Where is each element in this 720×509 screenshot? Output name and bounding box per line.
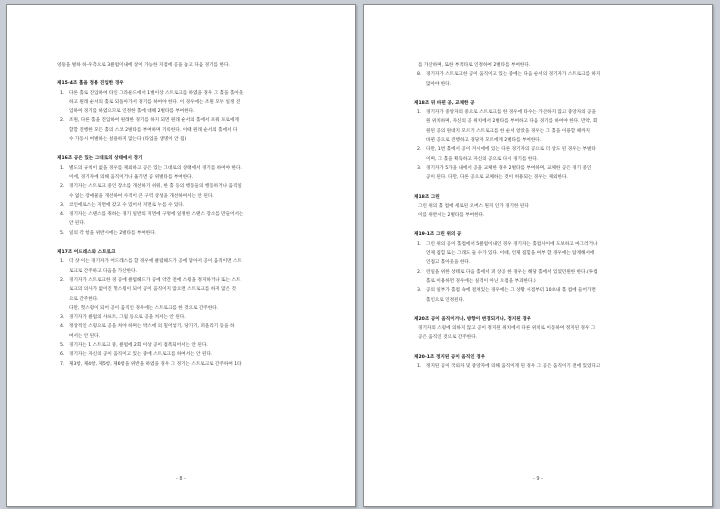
list-item-number: 3. xyxy=(417,288,422,294)
page-number-right: - 9 - xyxy=(533,476,543,482)
list-item-continuation: 홀인으로 인정된다. xyxy=(426,297,465,303)
list-item-number: 2. xyxy=(60,277,65,283)
list-item-continuation: 공이 된다. 다만, 다른 공으로 교체하는 것이 허용되는 경우는 제외한다. xyxy=(426,175,568,181)
list-item-text: 경기자가 클럽의 샤프트, 그립 등으로 공을 쳐서는 안 된다. xyxy=(69,315,186,321)
section-heading: 제16조 공은 있는 그대로의 상태에서 경기 xyxy=(57,156,143,162)
section-heading: 제19-1조 그린 위의 공 xyxy=(414,232,462,238)
list-item-text: 경기자는 스탠스를 취하는 경기 일반의 지면에 구멍에 일정한 스탠스 장소를 만들어서는 xyxy=(69,212,244,218)
list-item xyxy=(414,164,690,173)
list-item-continuation: 않아야 한다. xyxy=(426,81,452,87)
list-item xyxy=(57,164,333,173)
list-item-number: 8. xyxy=(417,72,422,78)
section-heading: 제20조 공이 움직이거나, 방향이 변경되거나, 정지된 경우 xyxy=(414,316,532,322)
list-item-text: 그린 위의 공이 홀컵에서 5클럽이내인 경우 경기자는 홀컵사이에 도보하고 마그러거나 xyxy=(426,241,598,247)
list-item-text: 제3항, 제4항, 제5항, 제6항을 위반을 하였을 경우 그 경기는 스트로크로 간주하여 1타 xyxy=(69,361,242,367)
list-item-number: 5. xyxy=(60,343,65,349)
list-item xyxy=(414,240,690,249)
list-item-continuation: 수 가동시 여벌하는 설용하지 않는다 (타업을 생명이 안 됨) xyxy=(69,137,187,143)
list-item xyxy=(57,182,333,191)
list-item-text: 경기자가 5가을 내에서 공을 교체한 경우 2벌타를 부여하며, 교체한 공은 경기 중인 xyxy=(426,165,592,171)
list-item-text: 별도의 규칙이 없을 경우를 제외하고 공은 있는 그대로의 상태에서 경기를 하여야 한다. xyxy=(69,165,242,171)
body-text: 를 가산하며, 또한 부적타로 인정하여 2벌타를 부여한다. xyxy=(418,63,531,68)
list-item-number: 1. xyxy=(417,241,422,247)
document-page-left xyxy=(6,4,356,507)
list-item xyxy=(414,145,690,154)
list-item-text: 런일을 위한 상태로 다음 홀에서 퍼 상공 한 경우는 해당 홀에서 있었던원한 한다.(투컵 xyxy=(426,269,598,275)
list-item-continuation: 홀로 이용하면 경우에는 실격이 아닌 오점을 부과한다.) xyxy=(426,278,536,284)
list-item xyxy=(57,116,333,125)
list-item-continuation: 이며, 그 홀을 획득하고 자신의 공으로 다시 경기를 한다. xyxy=(426,156,539,162)
list-item-text: 경기자는 1 스트로크 중, 클럽에 2회 이상 공이 접촉되어서는 안 된다. xyxy=(69,343,208,349)
list-item-number: 5. xyxy=(60,230,65,236)
list-item xyxy=(414,70,690,79)
section-heading: 제18조 그린 xyxy=(414,194,440,200)
list-item-number: 7. xyxy=(60,361,65,367)
list-item-text: 정상적인 스윙으로 공을 쳐야 하며는 박스에 의 밀어넣기, 당기기, 퍼올리기 등을 하 xyxy=(69,324,235,330)
list-item-text: 코인에로스는 지면에 갖고 수 있어서 지면로 누를 수 있다. xyxy=(69,202,185,208)
list-item xyxy=(57,350,333,359)
list-item-text: 공의 일부가 홀컵 속에 걸쳐있는 경우에는 그 상황 시점부터 10초내 홀 컵에 들어가면 xyxy=(426,288,596,294)
list-item-number: 4. xyxy=(60,324,65,330)
body-text: 그린 위의 홀 컵에 세로된 오버스 원지 인가 경기한 된다 xyxy=(418,203,529,209)
list-item xyxy=(57,210,333,219)
list-item-text: 경기자는 스트로크 중인 장소를 개선하기 쉬워, 한 홀 등의 행동들의 행동하거나 움직일 xyxy=(69,184,242,190)
list-item-continuation: 으로 간주한다. xyxy=(69,296,99,302)
section-heading: 제17조 어드레스와 스트로크 xyxy=(57,250,116,256)
list-item-continuation: 여서는 안 된다. xyxy=(69,333,101,339)
list-item xyxy=(57,276,333,285)
page-content-right xyxy=(414,61,690,482)
list-item-continuation: 인접고 홀아웃을 한다. xyxy=(426,260,471,266)
section-heading: 제20-1조 정지된 공이 움직인 경우 xyxy=(414,354,486,360)
list-item-number: 1. xyxy=(417,364,422,370)
list-item-text: 조원, 다른 홀을 진입하여 원래한 경기를 하지 되면 원래 순서의 홀에서 포워 포로에게 xyxy=(69,118,239,124)
list-item-number: 6. xyxy=(60,352,65,358)
list-item-text: 경기자가 스트로크한 공이 움직이고 있는 중에는 다음 순서의 경기자가 스트로크를 하지 xyxy=(426,72,601,78)
list-item-number: 1. xyxy=(60,259,65,265)
list-item-text: 경기자가 스트로크한 경 공에 클럽헤드가 공에 약간 전에 스윙을 정지하거나 또는 스트 xyxy=(69,277,241,283)
list-item-text: 다른 홀로 진입하여 타인 그라운드에서 1벌이상 스트로크를 하였을 경우 그 홀을 홀아웃 xyxy=(69,90,244,96)
list-item-number: 3. xyxy=(417,165,422,171)
body-text: 공은 움직인 것으로 간주한다. xyxy=(418,335,478,341)
list-item xyxy=(57,313,333,322)
list-item-continuation: 이에, 경기자에 의해 움직이거나 옮기면 공 위벌타를 부여한다. xyxy=(69,174,194,180)
body-text: 이를 위반시는 2벌타를 부여한다. xyxy=(418,213,485,219)
section-heading: 제18조 뒤 바뀐 공, 교체한 공 xyxy=(414,100,475,106)
list-item xyxy=(57,229,333,238)
list-item-continuation: 로크로 간주하고 다음을 가산한다. xyxy=(69,268,137,274)
list-item xyxy=(414,108,690,117)
list-item-continuation: 로크의 의사가 없어진 헛스윙이 되어 공이 움직이지 않으면 스트로크를 하지 않은 것 xyxy=(69,287,236,293)
list-item-number: 4. xyxy=(60,212,65,218)
list-item xyxy=(57,341,333,350)
list-item-number: 2. xyxy=(417,147,422,153)
list-item-continuation: 입하여 경기를 하였으므로 인정한 홀에 대해 2벌타를 부여한다. xyxy=(69,109,195,115)
list-item-text: 경기자는 자신의 공이 움직이고 있는 중에 스트로크를 하여서는 안 된다. xyxy=(69,352,213,358)
list-item-continuation: 수 없는 장애물을 개선하여 사격이 큰 구역 상성을 개선하여서는 안 된다. xyxy=(69,193,214,199)
list-item-number: 2. xyxy=(60,118,65,124)
list-item xyxy=(57,360,333,369)
list-item-text: 다만, 1번 홀에서 공이 겨시에에 있는 다른 경기자의 공으로 더 상도 된 경우는 부벌타 xyxy=(426,147,596,153)
list-item-continuation: 원된 공의 원대지 모르기 스트로크를 한 순서 알았을 경우는 그 홀을 이용할 때까지 xyxy=(426,128,590,134)
page-number-left: - 8 - xyxy=(176,476,186,482)
section-heading: 제15-4조 홀을 정용 진입한 경우 xyxy=(57,81,124,87)
list-item-number: 3. xyxy=(60,315,65,321)
list-item-text: 정지된 공이 국외자 및 중앙자에 의해 움직이게 된 경우 그 공은 움직이기 전에 있었다고 xyxy=(426,364,601,370)
list-item-text: 경기자가 중앙자의 중으로 스트로크를 한 경우에 타수는 가산하지 않고 중앙자의 공을 xyxy=(426,110,596,116)
list-item-continuation: 하고 원래 순서의 홀로 되돌아가서 경기를 하여야 한다. 이 경우에는 조원 모두 일정 진 xyxy=(69,99,241,105)
list-item-text: 더 샷 이는 경기자가 어드레스를 할 경우에 클럽헤드가 공에 닿아서 공이 움직이면 스트 xyxy=(69,259,242,265)
list-item-number: 1. xyxy=(60,90,65,96)
page-content-left xyxy=(57,61,333,482)
list-item-number: 2. xyxy=(417,269,422,275)
list-item-number: 1. xyxy=(417,110,422,116)
list-item xyxy=(414,268,690,277)
list-item xyxy=(414,286,690,295)
list-item-number: 1. xyxy=(60,165,65,171)
list-item-text: 일의 각 항을 위반시에는 2벌타를 부여한다. xyxy=(69,230,157,236)
list-item xyxy=(57,322,333,331)
list-item-continuation: 바뀐 공으로 진행하고 경당자 모르에게 2벌타를 부여한다. xyxy=(426,138,542,144)
list-item xyxy=(57,89,333,98)
list-item-continuation: 언제 집힐 또는 그래도 둘 수가 있다. 이때, 언제 집힐을 여부 할 경우에는 탑재해서에 xyxy=(426,251,595,257)
body-text: 경기자의 스윙에 의하지 않고 공이 정지된 위치에서 다른 위치로 이동하여 정지된 경우 그 xyxy=(418,326,596,332)
list-item xyxy=(57,201,333,210)
body-paragraph: 엉뚱을 벌하 하·우측으로 3클럽이내에 상이 가능한 지점에 공을 놓고 다음 경기를 한다. xyxy=(57,63,230,68)
list-item-continuation: 안 된다. xyxy=(69,221,86,227)
list-item xyxy=(414,362,690,371)
list-item-number: 2. xyxy=(60,184,65,190)
list-item-continuation: 원 위치하며, 자신의 공 위치에서 2벌타를 부여하고 다음 경기를 하여야 한다. 만약, 회 xyxy=(426,119,598,125)
list-item-continuation: 할할 진행한 모든 홀의 스코 2벌타를 부여하며 기록한다. 이때 원래 순서의 홀에서 다 xyxy=(69,127,238,133)
list-item-continuation: 다만, 헛스윙이 되어 공이 움직인 경우에는 스트로크를 한 것으로 간주한다. xyxy=(69,305,219,311)
document-page-right xyxy=(363,4,713,507)
list-item xyxy=(57,257,333,266)
list-item-number: 3. xyxy=(60,202,65,208)
